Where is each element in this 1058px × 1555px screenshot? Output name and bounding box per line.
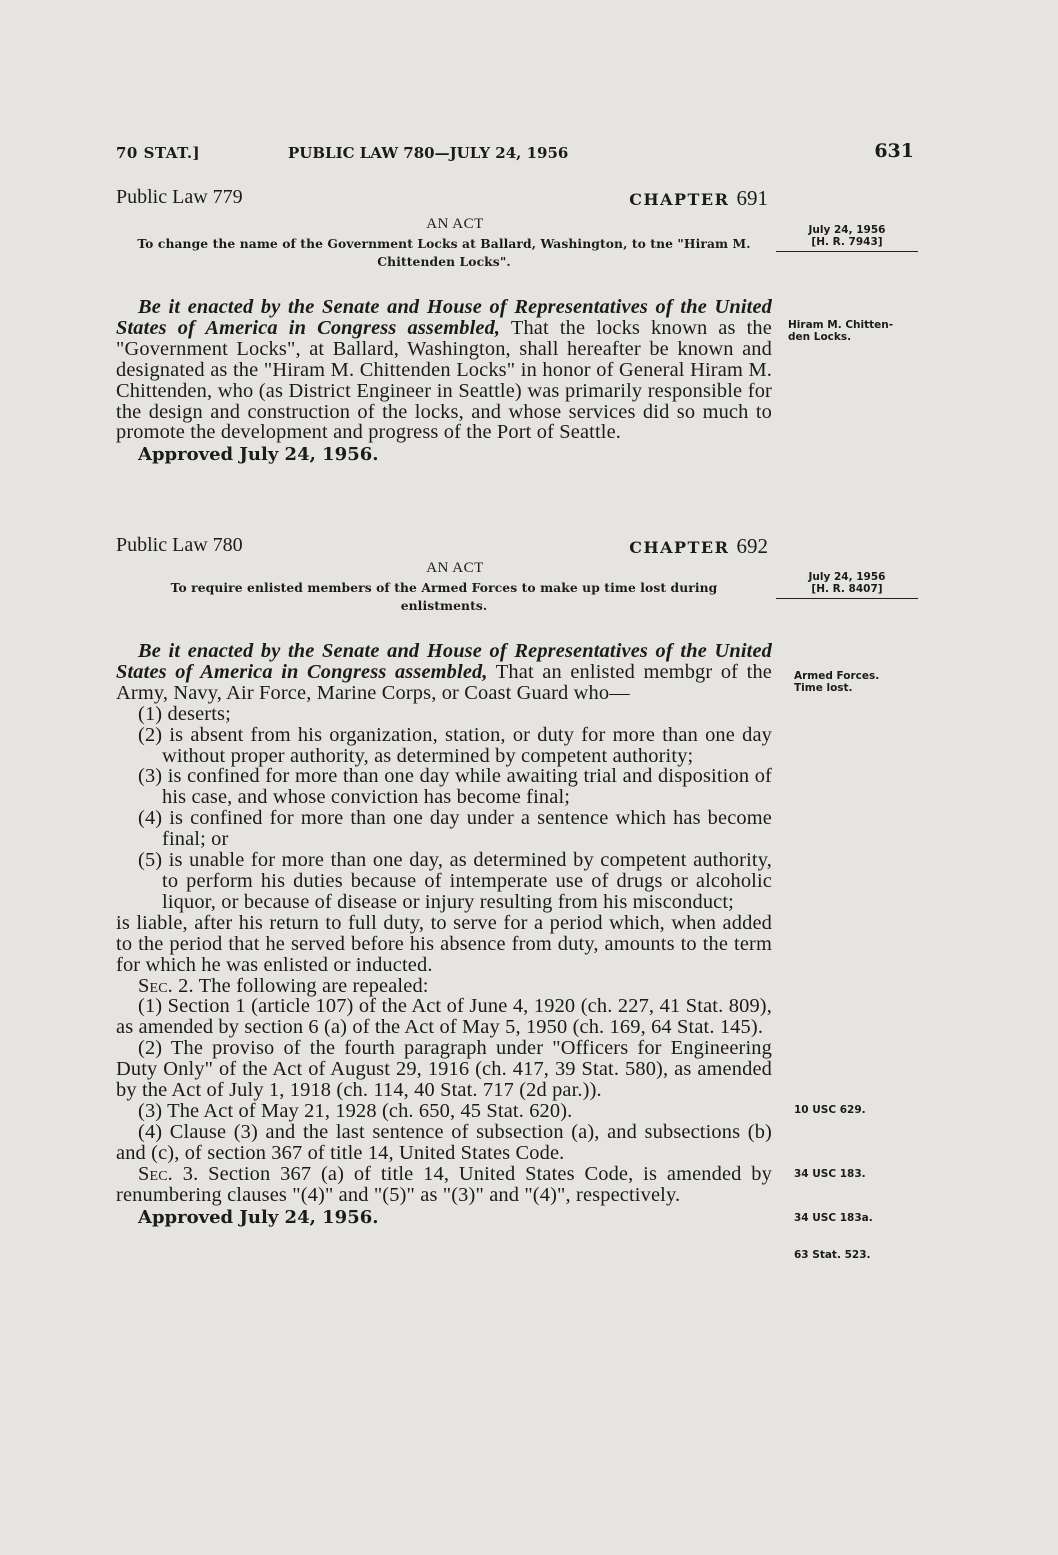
law-779-side-note: Hiram M. Chitten- den Locks. bbox=[788, 319, 894, 343]
law-779-body bbox=[116, 297, 772, 443]
running-head bbox=[116, 140, 916, 164]
law-780-item-4: (4) is confined for more than one day under a sentence which has become final; or bbox=[138, 807, 772, 851]
law-780-repeal-4: (4) Clause (3) and the last sentence of subsection (a), and subsections (b) and (c), of section 367 of title 14, United States Code. bbox=[116, 1120, 772, 1164]
law-779-enacting-clause: Be it enacted by the Senate and House of Representatives of the United States of America in Congress assembled, bbox=[116, 296, 772, 339]
law-780-enacting-clause: Be it enacted by the Senate and House of Representatives of the United States of America in Congress assembled, bbox=[116, 640, 772, 683]
law-780-sec-2: Sec. 2. The following are repealed: bbox=[138, 974, 429, 997]
law-779-approved: Approved July 24, 1956. bbox=[138, 444, 379, 466]
law-780-date-note: July 24, 1956 [H. R. 8407] bbox=[776, 571, 918, 599]
law-779-an-act: AN ACT bbox=[426, 216, 484, 232]
law-779-chapter: CHAPTER 691 bbox=[629, 186, 768, 210]
law-779-section bbox=[116, 186, 772, 465]
law-780-an-act: AN ACT bbox=[426, 560, 484, 576]
law-780-number: Public Law 780 bbox=[116, 534, 243, 556]
law-780-repeal-3: (3) The Act of May 21, 1928 (ch. 650, 45 Stat. 620). bbox=[138, 1099, 573, 1122]
page-number: 631 bbox=[874, 140, 914, 162]
law-779-number: Public Law 779 bbox=[116, 186, 243, 208]
law-779-date-note: July 24, 1956 [H. R. 7943] bbox=[776, 224, 918, 252]
citation-34-usc-183a: 34 USC 183a. bbox=[794, 1212, 873, 1224]
law-780-section bbox=[116, 534, 772, 1228]
law-780-item-1: (1) deserts; bbox=[138, 702, 231, 725]
law-780-sec-3: Sec. 3. Section 367 (a) of title 14, United States Code, is amended by renumbering clauses "(4)" and "(5)" as "(3)" and "(4)", respectively. bbox=[116, 1162, 772, 1206]
law-779-text: That the locks known as the "Government Locks", at Ballard, Washington, shall hereafter be known and designated as the "Hiram M. Chittenden Locks" in honor of General Hiram M. Chittenden, who (as District Engineer in Seattle) was primarily responsible for the design and construction of the locks, and whose services did so much to promote the development and progress of the Port of Seattle. bbox=[116, 316, 772, 444]
law-780-side-note: Armed Forces. Time lost. bbox=[794, 670, 880, 694]
citation-63-stat-523: 63 Stat. 523. bbox=[794, 1249, 871, 1261]
law-780-liable-clause: is liable, after his return to full duty, to serve for a period which, when added to the period that he served before his absence from duty, amounts to the term for which he was enlisted or inducted. bbox=[116, 911, 772, 976]
citation-34-usc-183: 34 USC 183. bbox=[794, 1168, 866, 1180]
stat-volume: 70 STAT.] bbox=[116, 144, 201, 162]
law-779-purpose: To change the name of the Government Locks at Ballard, Washington, to tne "Hiram M. Chittenden Locks". bbox=[137, 236, 751, 269]
law-780-item-3: (3) is confined for more than one day while awaiting trial and disposition of his case, and whose conviction has become final; bbox=[138, 765, 772, 809]
law-780-repeal-1: (1) Section 1 (article 107) of the Act of June 4, 1920 (ch. 227, 41 Stat. 809), as amended by section 6 (a) of the Act of May 5, 1950 (ch. 169, 64 Stat. 145). bbox=[116, 995, 772, 1039]
running-title: PUBLIC LAW 780—JULY 24, 1956 bbox=[288, 144, 569, 162]
law-780-item-5: (5) is unable for more than one day, as determined by competent authority, to perform his duties because of intemperate use of drugs or alcoholic liquor, or because of disease or injury resulting from his misconduct; bbox=[138, 849, 772, 913]
citation-10-usc-629: 10 USC 629. bbox=[794, 1104, 866, 1116]
law-780-repeal-2: (2) The proviso of the fourth paragraph under "Officers for Engineering Duty Only" of the Act of August 29, 1916 (ch. 417, 39 Stat. 580), as amended by the Act of July 1, 1918 (ch. 114, 40 Stat. 717 (2d par.)). bbox=[116, 1037, 772, 1102]
law-780-intro: Be it enacted by the Senate and House of Representatives of the United States of America in Congress assembled, That an enlisted membgr of the Army, Navy, Air Force, Marine Corps, or Coast Guard who— bbox=[116, 640, 772, 704]
law-780-chapter: CHAPTER 692 bbox=[629, 534, 768, 558]
law-780-item-2: (2) is absent from his organization, station, or duty for more than one day without proper authority, as determined by competent authority; bbox=[138, 723, 772, 767]
law-780-purpose: To require enlisted members of the Armed Forces to make up time lost during enlistments. bbox=[170, 580, 718, 613]
law-780-approved: Approved July 24, 1956. bbox=[138, 1207, 379, 1229]
